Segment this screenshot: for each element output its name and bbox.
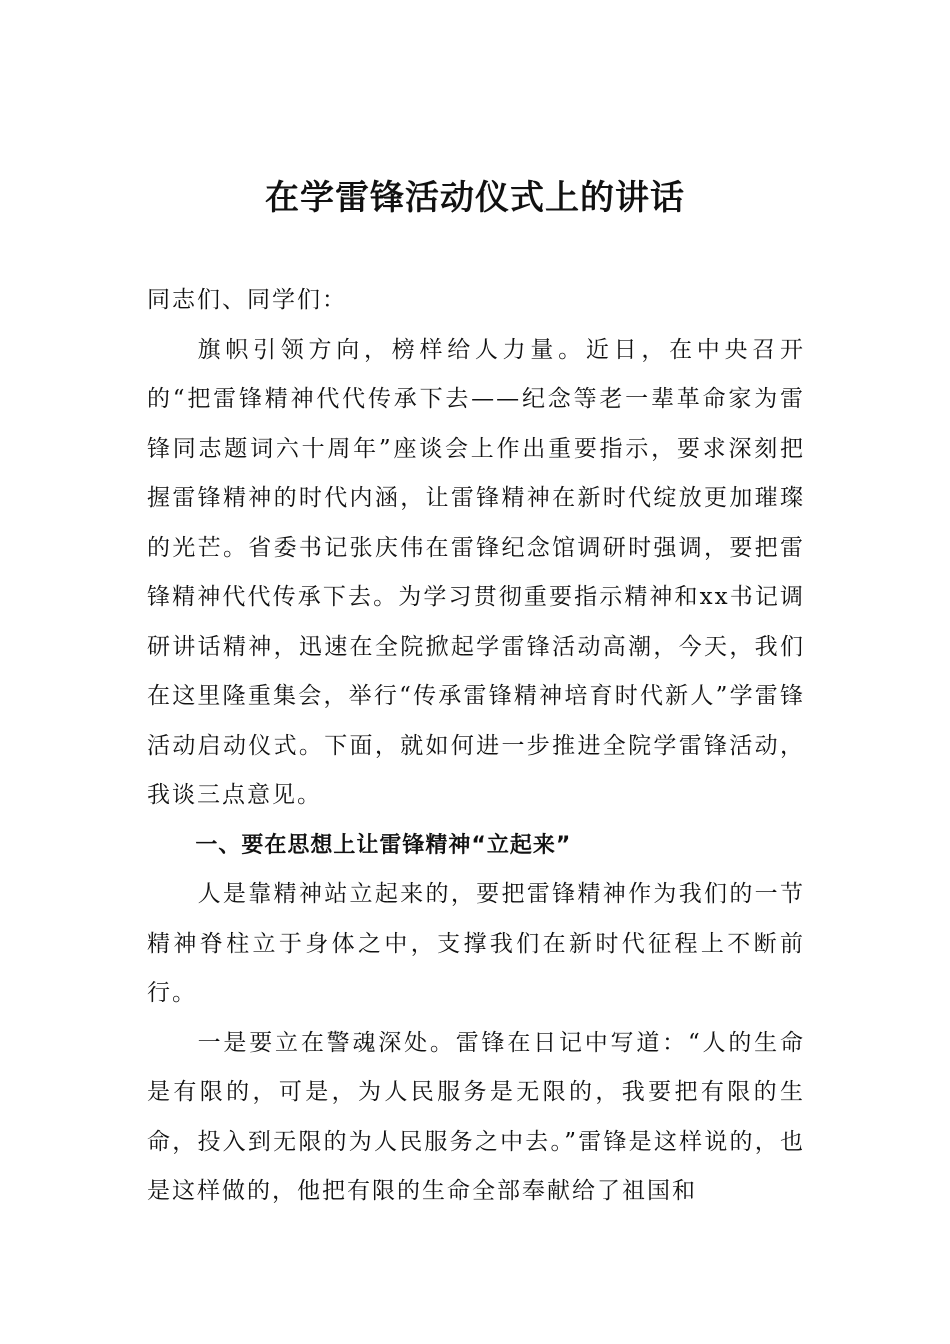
salutation: 同志们、同学们： [147,287,347,313]
paragraph-intro: 旗帜引领方向，榜样给人力量。近日，在中央召开的“把雷锋精神代代传承下去——纪念等老一辈革命家为雷锋同志题词六十周年”座谈会上作出重要指示，要求深刻把握雷锋精神的时代内涵，让雷锋精神在新时代绽放更加璀璨的光芒。省委书记张庆伟在雷锋纪念馆调研时强调，要把雷锋精神代代传承下去。为学习贯彻重要指示精神和xx书记调研讲话精神，迅速在全院掀起学雷锋活动高潮，今天，我们在这里隆重集会，举行“传承雷锋精神培育时代新人”学雷锋活动启动仪式。下面，就如何进一步推进全院学雷锋活动，我谈三点意见。 [147,336,805,808]
document-title: 在学雷锋活动仪式上的讲话 [265,178,685,218]
paragraph-section-1-intro: 人是靠精神站立起来的，要把雷锋精神作为我们的一节精神脊柱立于身体之中，支撑我们在新时代征程上不断前行。 [147,881,805,1006]
paragraph-point-1: 一是要立在警魂深处。雷锋在日记中写道：“人的生命是有限的，可是，为人民服务是无限的，我要把有限的生命，投入到无限的为人民服务之中去。”雷锋是这样说的，也是这样做的，他把有限的生命全部奉献给了祖国和 [147,1029,805,1204]
document-body [147,276,805,1217]
section-heading-1: 一、要在思想上让雷锋精神“立起来” [195,832,572,858]
